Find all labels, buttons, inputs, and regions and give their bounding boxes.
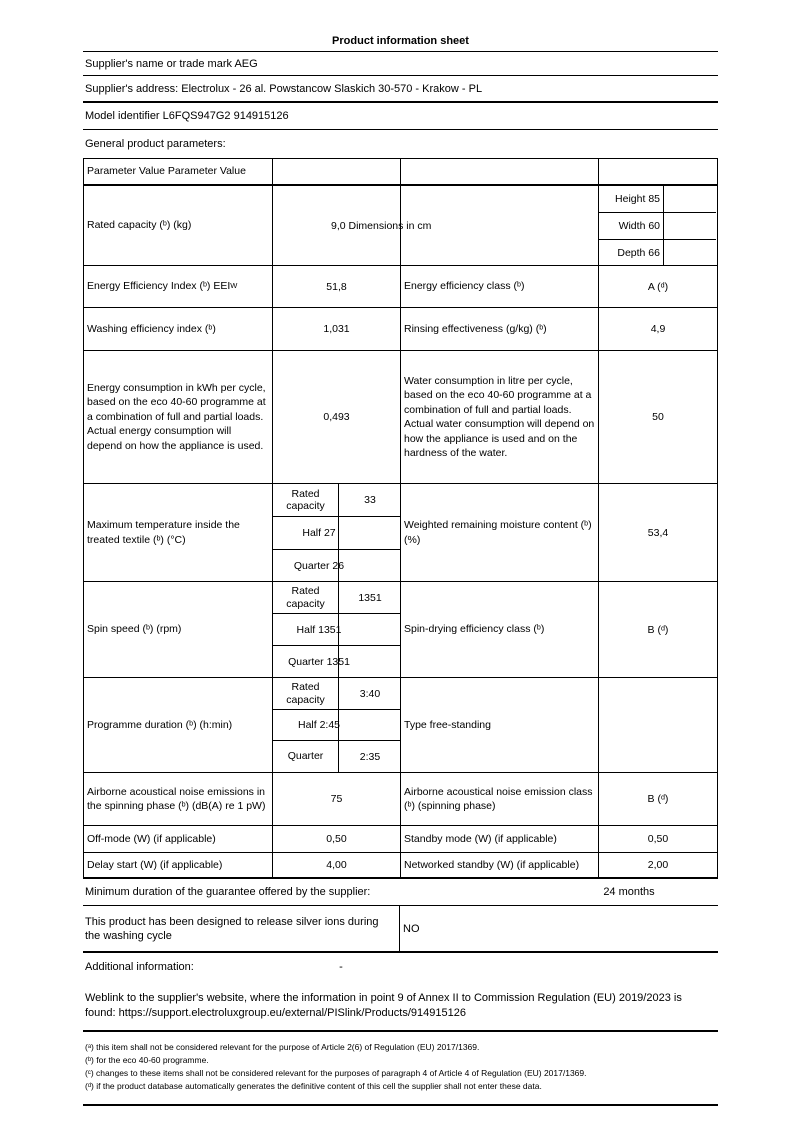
param-label: Washing efficiency index (ᵇ): [84, 308, 273, 350]
empty-cell: [664, 240, 716, 265]
guarantee-row: [83, 879, 718, 906]
footnote-a: (ᵃ) this item shall not be considered relevant for the purpose of Article 2(6) of Regulation (EU) 2017/1369.: [85, 1042, 480, 1052]
dimensions-table: [599, 186, 717, 265]
weblink-text: Weblink to the supplier's website, where the information in point 9 of Annex II to Commission Regulation (EU) 2019/2023 is found: https://support.electroluxgroup.eu/external/PISlink/Products/914915126: [85, 992, 682, 1019]
param-value: 0,493: [273, 351, 401, 483]
guarantee-label: Minimum duration of the guarantee offered by the supplier:: [85, 886, 371, 898]
subrow-label: Rated capacity: [273, 582, 339, 613]
row-delay-start: [84, 853, 717, 879]
subrow-merged-text: Half 27: [302, 527, 336, 539]
rated-capacity-value: 9,0 Dimensions in cm: [331, 219, 432, 232]
subrow-merged-text: Half 2:45: [297, 719, 341, 731]
param-value: 53,4: [647, 526, 669, 539]
param-label: Off-mode (W) (if applicable): [84, 826, 273, 852]
param-value: 51,8: [273, 266, 401, 307]
silver-ions-row: [83, 906, 718, 953]
param-label: Maximum temperature inside the treated textile (ᵇ) (°C): [84, 484, 273, 581]
load-subtable: [273, 484, 401, 581]
param-value: 1,031: [273, 308, 401, 350]
param-value: B (ᵈ): [647, 623, 669, 636]
additional-information-value: -: [339, 961, 343, 973]
row-noise-emissions: [84, 773, 717, 826]
param-label: Water consumption in litre per cycle, based on the eco 40-60 programme at a combination of full and partial loads. Actual water consumption will depend on how the appliance is used and on the hardness of the water.: [401, 351, 599, 483]
subrow-merged-text: Half 1351: [296, 623, 342, 636]
param-label: Spin speed (ᵇ) (rpm): [84, 582, 273, 677]
param-value: 2,00: [647, 859, 669, 871]
row-spin-speed: [84, 582, 717, 678]
row-energy-consumption: [84, 351, 717, 484]
page-title: Product information sheet: [83, 30, 718, 52]
param-value: A (ᵈ): [647, 280, 669, 293]
general-parameters-label: General product parameters:: [85, 138, 226, 150]
weblink-row: [83, 991, 718, 1032]
param-label: Energy efficiency class (ᵇ): [401, 266, 599, 307]
product-information-sheet: [83, 0, 718, 1106]
param-label: [84, 266, 273, 307]
param-value: 75: [273, 773, 401, 825]
load-subtable: [273, 678, 401, 772]
table-header-row: [84, 159, 717, 186]
footnote-b: (ᵇ) for the eco 40-60 programme.: [85, 1055, 209, 1065]
param-value: 4,9: [650, 323, 666, 335]
param-value: 0,50: [647, 833, 669, 845]
subrow-label: Rated capacity: [273, 678, 339, 709]
subrow-merged-text: Quarter 26: [293, 559, 345, 572]
empty-cell: [664, 213, 716, 240]
guarantee-value: 24 months: [603, 886, 655, 898]
row-programme-duration: [84, 678, 717, 773]
dimension-height: Height 85: [599, 186, 664, 213]
empty-cell: [664, 186, 716, 213]
eei-label-text: Energy Efficiency Index (ᵇ) EEI: [87, 280, 231, 293]
silver-ions-value: NO: [403, 922, 420, 935]
supplier-address-row: Supplier's address: Electrolux - 26 al. Powstancow Slaskich 30-570 - Krakow - PL: [83, 76, 718, 103]
param-value: [599, 678, 717, 772]
footnote-c: (ᶜ) changes to these items shall not be considered relevant for the purposes of paragraph 4 of Article 4 of Regulation (EU) 2017/1369.: [85, 1068, 587, 1078]
silver-ions-label: This product has been designed to release silver ions during the washing cycle: [83, 906, 400, 951]
param-value: 50: [652, 411, 664, 423]
dimension-width: Width 60: [599, 213, 664, 240]
row-off-mode: [84, 826, 717, 853]
subrow-value: 2:35: [359, 750, 381, 763]
param-label: Networked standby (W) (if applicable): [401, 853, 599, 877]
additional-information-label: Additional information:: [85, 961, 194, 973]
footnotes-block: [83, 1032, 718, 1106]
footnote-d: (ᵈ) if the product database automatically generates the definitive content of this cell the supplier shall not enter these data.: [85, 1081, 542, 1091]
param-value: [273, 186, 432, 265]
parameters-table: [83, 158, 718, 879]
param-label: Airborne acoustical noise emissions in the spinning phase (ᵇ) (dB(A) re 1 pW): [84, 773, 273, 825]
subrow-merged-text: Quarter 1351: [288, 655, 350, 668]
param-label: Delay start (W) (if applicable): [84, 853, 273, 877]
param-label: Rinsing effectiveness (g/kg) (ᵇ): [401, 308, 599, 350]
eei-subscript: W: [230, 281, 238, 291]
param-label: Airborne acoustical noise emission class (ᵇ) (spinning phase): [401, 773, 599, 825]
param-label: Energy consumption in kWh per cycle, based on the eco 40-60 programme at a combination of full and partial loads. Actual energy consumption will depend on how the appliance is used.: [84, 351, 273, 483]
table-header-empty: [599, 159, 717, 184]
param-label: Programme duration (ᵇ) (h:min): [84, 678, 273, 772]
subrow-value: 1351: [358, 591, 382, 604]
table-header-cell: Parameter Value Parameter Value: [84, 159, 273, 184]
subrow-label: Rated capacity: [273, 484, 339, 516]
row-washing-efficiency: [84, 308, 717, 351]
table-header-empty: [273, 159, 401, 184]
param-label: Type free-standing: [401, 678, 599, 772]
model-identifier-row: Model identifier L6FQS947G2 914915126: [83, 103, 718, 130]
row-max-temperature: [84, 484, 717, 582]
subrow-value: 33: [364, 494, 376, 506]
param-label: Rated capacity (ᵇ) (kg): [84, 186, 273, 265]
row-energy-efficiency-index: [84, 266, 717, 308]
additional-information-row: [83, 953, 718, 981]
param-value: 4,00: [273, 853, 401, 877]
param-label: Weighted remaining moisture content (ᵇ) (%): [401, 484, 599, 581]
subrow-value: 3:40: [359, 687, 381, 700]
param-value: B (ᵈ): [647, 793, 669, 805]
dimension-depth: Depth 66: [599, 240, 664, 265]
row-rated-capacity: [84, 186, 717, 266]
param-value: 0,50: [273, 826, 401, 852]
load-subtable: [273, 582, 401, 677]
subrow-label: Quarter: [273, 741, 339, 772]
param-label: Spin-drying efficiency class (ᵇ): [401, 582, 599, 677]
table-header-empty: [401, 159, 599, 184]
param-label: Standby mode (W) (if applicable): [401, 826, 599, 852]
supplier-name-row: Supplier's name or trade mark AEG: [83, 52, 718, 76]
